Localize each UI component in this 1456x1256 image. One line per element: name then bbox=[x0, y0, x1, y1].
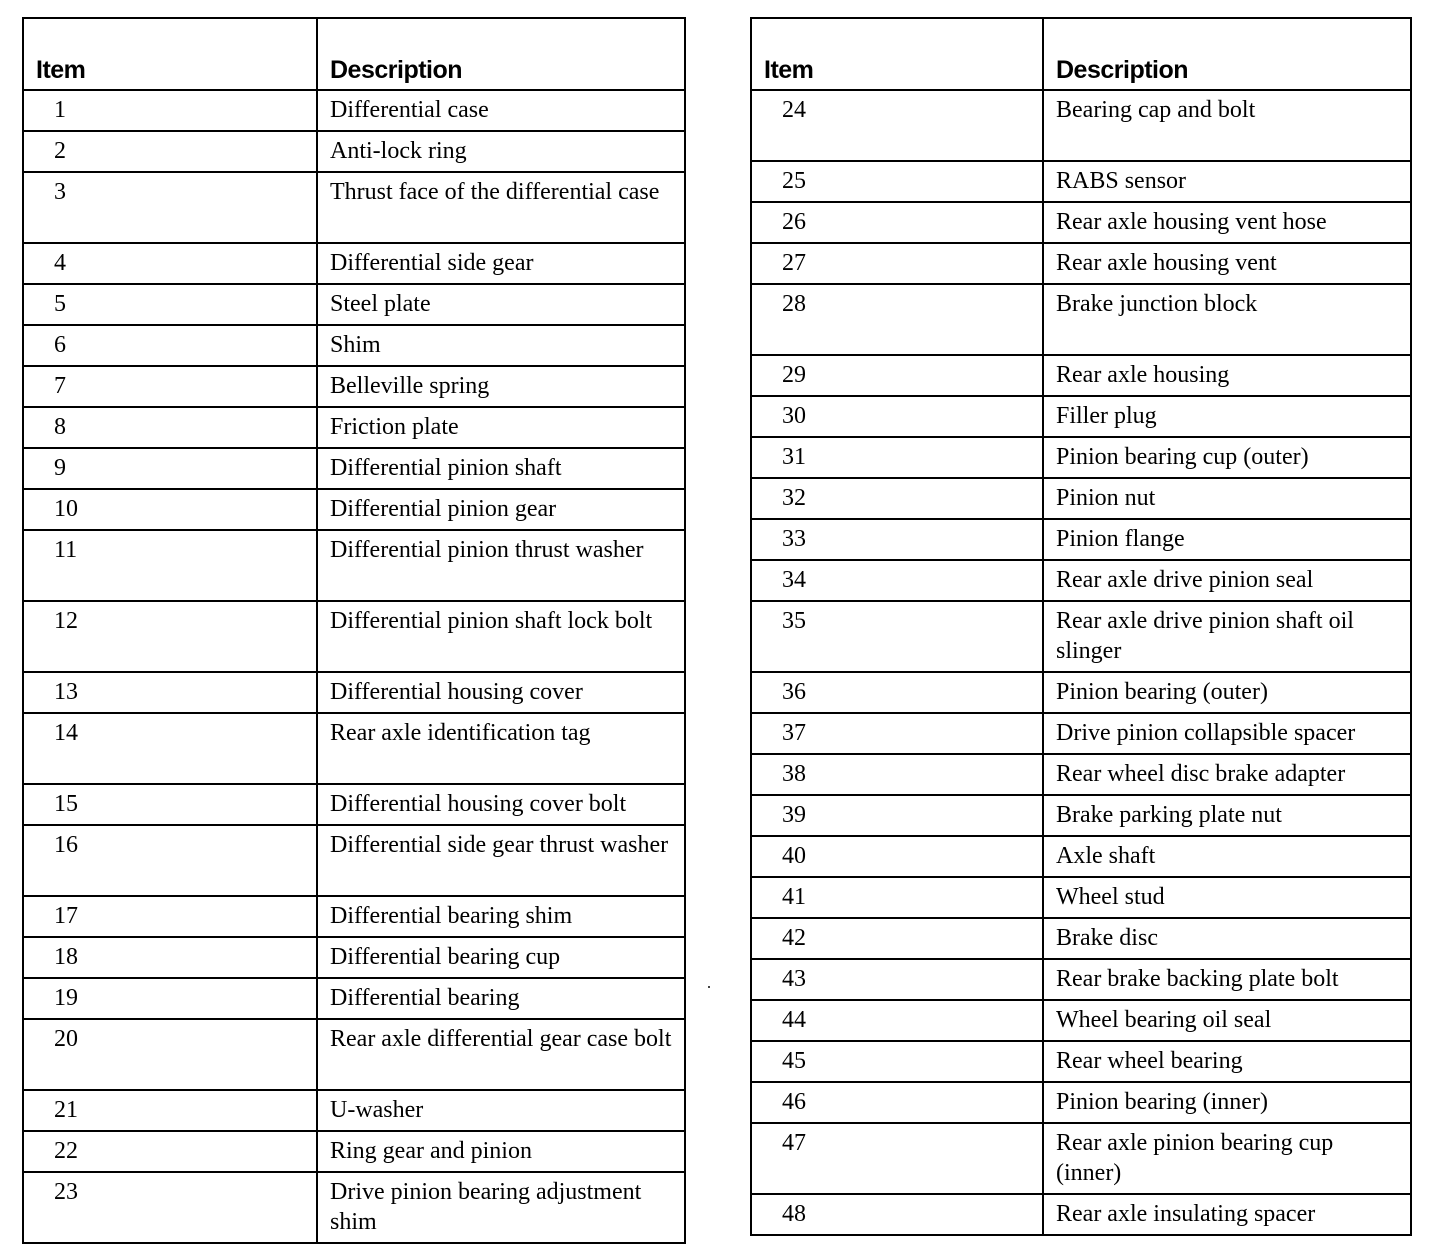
item-number: 22 bbox=[23, 1131, 317, 1172]
table-row bbox=[751, 1000, 1411, 1041]
table-row bbox=[751, 1041, 1411, 1082]
item-column-header: Item bbox=[23, 18, 317, 90]
header-row bbox=[23, 18, 685, 90]
item-description: Differential case bbox=[317, 90, 685, 131]
item-description: RABS sensor bbox=[1043, 161, 1411, 202]
item-number: 25 bbox=[751, 161, 1043, 202]
item-number: 28 bbox=[751, 284, 1043, 355]
item-number: 34 bbox=[751, 560, 1043, 601]
item-description: Rear brake backing plate bolt bbox=[1043, 959, 1411, 1000]
table-row bbox=[751, 601, 1411, 672]
table-row bbox=[23, 489, 685, 530]
table-row bbox=[23, 1090, 685, 1131]
table-row bbox=[751, 560, 1411, 601]
table-row bbox=[751, 90, 1411, 161]
item-description: Drive pinion collapsible spacer bbox=[1043, 713, 1411, 754]
table-row bbox=[23, 131, 685, 172]
item-description: Differential bearing cup bbox=[317, 937, 685, 978]
table-row bbox=[23, 1172, 685, 1243]
item-description: Rear axle pinion bearing cup (inner) bbox=[1043, 1123, 1411, 1194]
table-row bbox=[751, 713, 1411, 754]
item-number: 4 bbox=[23, 243, 317, 284]
item-number: 32 bbox=[751, 478, 1043, 519]
table-row bbox=[23, 601, 685, 672]
table-row bbox=[751, 519, 1411, 560]
table-row bbox=[751, 243, 1411, 284]
table-row bbox=[751, 672, 1411, 713]
item-description: Differential side gear thrust washer bbox=[317, 825, 685, 896]
item-description: Belleville spring bbox=[317, 366, 685, 407]
item-number: 21 bbox=[23, 1090, 317, 1131]
item-number: 39 bbox=[751, 795, 1043, 836]
item-description: Differential pinion shaft lock bolt bbox=[317, 601, 685, 672]
item-number: 19 bbox=[23, 978, 317, 1019]
item-number: 27 bbox=[751, 243, 1043, 284]
item-description: Rear axle insulating spacer bbox=[1043, 1194, 1411, 1235]
table-row bbox=[751, 478, 1411, 519]
item-number: 37 bbox=[751, 713, 1043, 754]
item-description: Pinion flange bbox=[1043, 519, 1411, 560]
table-row bbox=[751, 1194, 1411, 1235]
table-row bbox=[23, 90, 685, 131]
item-description: Filler plug bbox=[1043, 396, 1411, 437]
table-row bbox=[23, 448, 685, 489]
item-column-header: Item bbox=[751, 18, 1043, 90]
item-description: Pinion bearing cup (outer) bbox=[1043, 437, 1411, 478]
item-number: 43 bbox=[751, 959, 1043, 1000]
item-description: Pinion bearing (inner) bbox=[1043, 1082, 1411, 1123]
item-number: 10 bbox=[23, 489, 317, 530]
item-description: Rear axle housing vent hose bbox=[1043, 202, 1411, 243]
item-description: Wheel stud bbox=[1043, 877, 1411, 918]
item-number: 46 bbox=[751, 1082, 1043, 1123]
table-row bbox=[23, 784, 685, 825]
table-row bbox=[23, 713, 685, 784]
item-number: 8 bbox=[23, 407, 317, 448]
item-description: Brake disc bbox=[1043, 918, 1411, 959]
table-row bbox=[23, 172, 685, 243]
item-number: 1 bbox=[23, 90, 317, 131]
item-number: 24 bbox=[751, 90, 1043, 161]
item-description: Differential housing cover bbox=[317, 672, 685, 713]
parts-table-left bbox=[22, 17, 686, 1244]
table-row bbox=[751, 437, 1411, 478]
table-row bbox=[23, 825, 685, 896]
item-number: 48 bbox=[751, 1194, 1043, 1235]
item-description: Bearing cap and bolt bbox=[1043, 90, 1411, 161]
item-number: 6 bbox=[23, 325, 317, 366]
item-number: 44 bbox=[751, 1000, 1043, 1041]
item-description: Axle shaft bbox=[1043, 836, 1411, 877]
table-row bbox=[751, 959, 1411, 1000]
table-row bbox=[751, 1082, 1411, 1123]
table-row bbox=[23, 672, 685, 713]
item-description: U-washer bbox=[317, 1090, 685, 1131]
item-description: Rear axle differential gear case bolt bbox=[317, 1019, 685, 1090]
item-number: 3 bbox=[23, 172, 317, 243]
item-description: Friction plate bbox=[317, 407, 685, 448]
item-description: Rear axle housing bbox=[1043, 355, 1411, 396]
item-description: Pinion nut bbox=[1043, 478, 1411, 519]
item-description: Wheel bearing oil seal bbox=[1043, 1000, 1411, 1041]
table-row bbox=[23, 366, 685, 407]
table-row bbox=[751, 161, 1411, 202]
table-row bbox=[23, 284, 685, 325]
parts-table-right bbox=[750, 17, 1412, 1236]
table-row bbox=[23, 325, 685, 366]
item-description: Rear axle identification tag bbox=[317, 713, 685, 784]
item-description: Pinion bearing (outer) bbox=[1043, 672, 1411, 713]
item-description: Rear axle drive pinion seal bbox=[1043, 560, 1411, 601]
item-description: Thrust face of the differential case bbox=[317, 172, 685, 243]
item-description: Rear wheel bearing bbox=[1043, 1041, 1411, 1082]
item-number: 5 bbox=[23, 284, 317, 325]
item-number: 9 bbox=[23, 448, 317, 489]
table-row bbox=[751, 754, 1411, 795]
item-number: 23 bbox=[23, 1172, 317, 1243]
table-row bbox=[23, 407, 685, 448]
item-description: Differential housing cover bolt bbox=[317, 784, 685, 825]
item-description: Differential bearing bbox=[317, 978, 685, 1019]
item-description: Rear axle housing vent bbox=[1043, 243, 1411, 284]
item-description: Brake parking plate nut bbox=[1043, 795, 1411, 836]
table-row bbox=[751, 795, 1411, 836]
item-description: Differential pinion shaft bbox=[317, 448, 685, 489]
item-number: 33 bbox=[751, 519, 1043, 560]
item-number: 12 bbox=[23, 601, 317, 672]
item-number: 31 bbox=[751, 437, 1043, 478]
description-column-header: Description bbox=[317, 18, 685, 90]
item-number: 47 bbox=[751, 1123, 1043, 1194]
table-row bbox=[751, 836, 1411, 877]
item-description: Differential pinion gear bbox=[317, 489, 685, 530]
item-number: 15 bbox=[23, 784, 317, 825]
table-row bbox=[23, 243, 685, 284]
item-number: 38 bbox=[751, 754, 1043, 795]
item-number: 35 bbox=[751, 601, 1043, 672]
item-number: 14 bbox=[23, 713, 317, 784]
item-description: Anti-lock ring bbox=[317, 131, 685, 172]
item-number: 40 bbox=[751, 836, 1043, 877]
item-number: 42 bbox=[751, 918, 1043, 959]
item-number: 7 bbox=[23, 366, 317, 407]
item-description: Shim bbox=[317, 325, 685, 366]
item-description: Differential pinion thrust washer bbox=[317, 530, 685, 601]
item-description: Rear axle drive pinion shaft oil slinger bbox=[1043, 601, 1411, 672]
item-number: 2 bbox=[23, 131, 317, 172]
table-row bbox=[751, 202, 1411, 243]
header-row bbox=[751, 18, 1411, 90]
table-row bbox=[751, 284, 1411, 355]
item-description: Rear wheel disc brake adapter bbox=[1043, 754, 1411, 795]
table-row bbox=[23, 896, 685, 937]
item-number: 26 bbox=[751, 202, 1043, 243]
table-row bbox=[751, 355, 1411, 396]
item-number: 45 bbox=[751, 1041, 1043, 1082]
table-row bbox=[751, 1123, 1411, 1194]
scan-speck bbox=[708, 986, 710, 988]
table-row bbox=[751, 396, 1411, 437]
item-description: Steel plate bbox=[317, 284, 685, 325]
item-description: Brake junction block bbox=[1043, 284, 1411, 355]
item-number: 11 bbox=[23, 530, 317, 601]
item-description: Differential bearing shim bbox=[317, 896, 685, 937]
item-number: 18 bbox=[23, 937, 317, 978]
item-number: 30 bbox=[751, 396, 1043, 437]
item-number: 17 bbox=[23, 896, 317, 937]
table-row bbox=[23, 978, 685, 1019]
item-number: 20 bbox=[23, 1019, 317, 1090]
table-row bbox=[23, 530, 685, 601]
item-number: 13 bbox=[23, 672, 317, 713]
item-description: Drive pinion bearing adjustment shim bbox=[317, 1172, 685, 1243]
description-column-header: Description bbox=[1043, 18, 1411, 90]
item-description: Differential side gear bbox=[317, 243, 685, 284]
table-row bbox=[751, 877, 1411, 918]
item-number: 29 bbox=[751, 355, 1043, 396]
item-number: 41 bbox=[751, 877, 1043, 918]
item-number: 36 bbox=[751, 672, 1043, 713]
table-row bbox=[23, 1131, 685, 1172]
table-row bbox=[23, 937, 685, 978]
table-row bbox=[23, 1019, 685, 1090]
item-number: 16 bbox=[23, 825, 317, 896]
table-row bbox=[751, 918, 1411, 959]
item-description: Ring gear and pinion bbox=[317, 1131, 685, 1172]
